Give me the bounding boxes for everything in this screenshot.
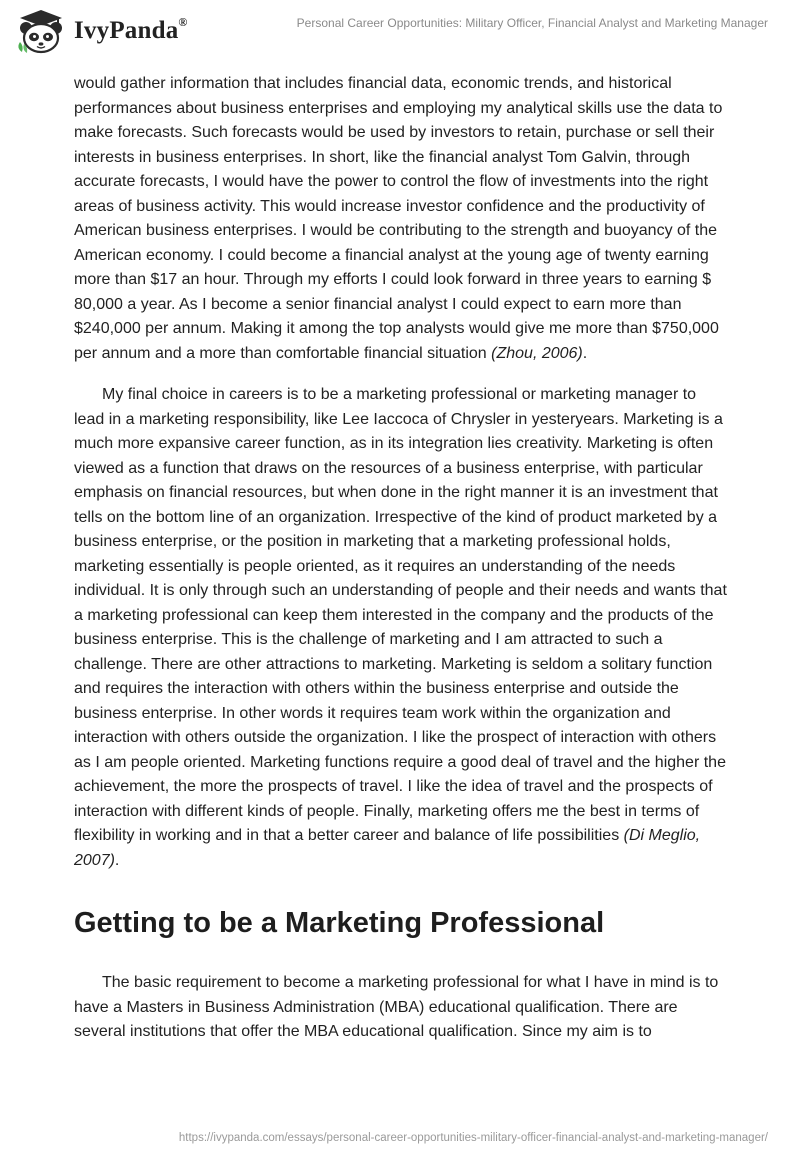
paragraph-text: would gather information that includes financial data, economic trends, and historical performances about business enterprises and employing my analytical skills use the data to make forecasts. Such forecasts would be used by investors to retain, purchase or sell their interests in business enterprises. In short, like the financial analyst Tom Galvin, through accurate forecasts, I would have the power to control the flow of investments into the right areas of business activity. This would increase investor confidence and the productivity of American business enterprises. I would be contributing to the strength and buoyancy of the American economy. I could become a financial analyst at the young age of twenty earning more than $17 an hour. Through my efforts I could look forward in three years to earning $ 80,000 a year. As I become a senior financial analyst I could expect to earn more than $240,000 per annum. Making it among the top analysts would give me more than $750,000 per annum and a more than comfortable financial situation [74,75,723,362]
logo-text: IvyPanda [74,17,179,44]
panda-graduate-icon [14,8,68,54]
paragraph-text: My final choice in careers is to be a marketing professional or marketing manager to lead in a marketing responsibility, like Lee Iaccoca of Chrysler in yesteryears. Marketing is a much more expansive career function, as in its integration lies creativity. Marketing is often viewed as a function that draws on the resources of a business enterprise, with particular emphasis on financial resources, but when done in the right manner it is an investment that tells on the bottom line of an organization. Irrespective of the kind of product marketed by a business enterprise, or the position in marketing that a marketing professional holds, marketing essentially is people oriented, as it requires an understanding of the needs individual. It is only through such an understanding of people and their needs and wants that a marketing professional can keep them interested in the company and the products of the business enterprise. This is the challenge of marketing and I am attracted to such a challenge. There are other attractions to marketing. Marketing is seldom a solitary function and requires the interaction with others within the business enterprise and outside the business enterprise. In other words it requires team work within the organization and interaction with others outside the organization. I like the prospect of interaction with others as I am people oriented. Marketing functions require a good deal of travel and the higher the achievement, the more the prospects of travel. I like the idea of travel and the prospects of interaction with different kinds of people. Finally, marketing offers me the best in terms of flexibility in working and in that a better career and balance of life possibilities [74,386,727,844]
source-url[interactable]: https://ivypanda.com/essays/personal-career-opportunities-military-officer-financial-analyst-and-marketing-manager/ [178,1132,768,1144]
registered-mark: ® [178,15,188,29]
citation: (Zhou, 2006) [491,344,583,362]
ivypanda-logo[interactable] [14,8,188,54]
document-title: Personal Career Opportunities: Military Officer, Financial Analyst and Marketing Manager [296,16,768,30]
paragraph-marketing-choice [74,383,730,873]
section-heading: Getting to be a Marketing Professional [74,907,605,939]
paragraph-financial-analyst [74,72,730,366]
paragraph-end: . [114,851,120,869]
citation: (Di Meglio, 2007) [74,827,701,869]
essay-body [74,72,730,1045]
page-header [0,0,800,70]
paragraph-marketing-requirements [74,971,730,1045]
logo-wordmark [74,17,188,45]
paragraph-text: The basic requirement to become a marketing professional for what I have in mind is to have a Masters in Business Administration (MBA) educational qualification. There are several institutions that offer the MBA educational qualification. Since my aim is to [74,974,719,1040]
paragraph-end: . [582,344,588,362]
